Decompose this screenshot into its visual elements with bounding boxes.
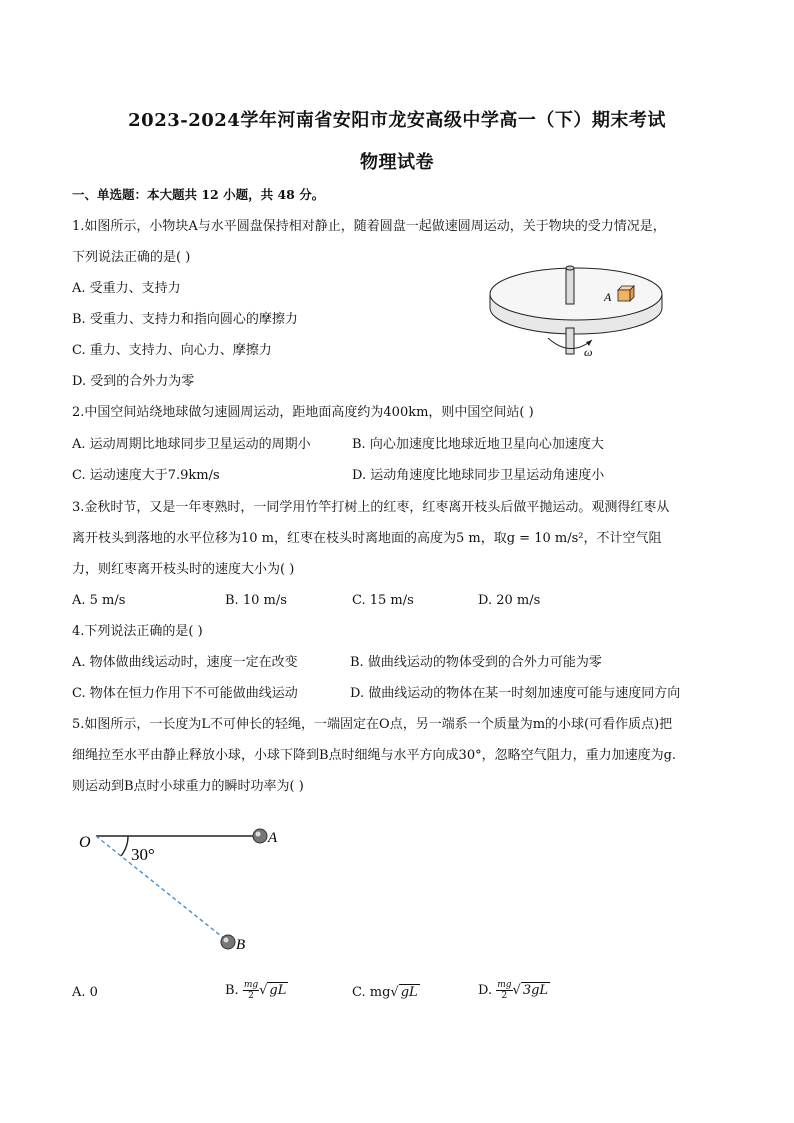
q4-option-c: C. 物体在恒力作用下不可能做曲线运动 — [72, 686, 298, 701]
q5-option-a: A. 0 — [72, 985, 98, 1000]
q4-option-b: B. 做曲线运动的物体受到的合外力可能为零 — [350, 655, 602, 670]
q3-option-c: C. 15 m/s — [352, 593, 414, 608]
q4-option-d: D. 做曲线运动的物体在某一时刻加速度可能与速度同方向 — [350, 686, 681, 701]
q5-option-d: D. $\frac{mg}{2}$ √ 3gL — [478, 980, 549, 1001]
q2-option-c: C. 运动速度大于7.9km/s — [72, 468, 220, 483]
q4-option-a: A. 物体做曲线运动时，速度一定在改变 — [72, 655, 298, 670]
exam-title: 2023-2024学年河南省安阳市龙安高级中学高一（下）期末考试 — [128, 110, 666, 131]
label-a: A — [268, 830, 278, 846]
q3-stem-line1: 3.金秋时节，又是一年枣熟时，一同学用竹竿打树上的红枣，红枣离开枝头后做平抛运动。观测得红枣从 — [72, 500, 670, 515]
q1-stem-line1: 1.如图所示，小物块A与水平圆盘保持相对静止，随着圆盘一起做速圆周运动，关于物块的受力情况是， — [72, 219, 666, 234]
q5-option-c: C. mg√ gL — [352, 985, 418, 1000]
ball-b — [221, 935, 235, 949]
axle-bottom — [566, 328, 574, 354]
q2-option-d: D. 运动角速度比地球同步卫星运动角速度小 — [352, 468, 605, 483]
angle-label: 30° — [131, 845, 155, 864]
q3-option-b: B. 10 m/s — [225, 593, 287, 608]
q5-stem-line1: 5.如图所示，一长度为L不可伸长的轻绳，一端固定在O点，另一端系一个质量为m的小球(可看作质点)把 — [72, 717, 673, 732]
q5-option-b: B. $\frac{mg}{2}$ √ gL — [225, 980, 287, 1001]
q3-stem-line2: 离开枝头到落地的水平位移为10 m，红枣在枝头时离地面的高度为5 m，取g = 10 m/s²，不计空气阻 — [72, 531, 662, 546]
q5-stem-line3: 则运动到B点时小球重力的瞬时功率为( ) — [72, 779, 304, 794]
q5-stem-line2: 细绳拉至水平由静止释放小球，小球下降到B点时细绳与水平方向成30°，忽略空气阻力，重力加速度为g. — [72, 748, 677, 763]
q3-stem-line3: 力，则红枣离开枝头时的速度大小为( ) — [72, 562, 295, 577]
block-label: A — [604, 290, 612, 304]
axle-top — [566, 268, 574, 304]
q1-option-c: C. 重力、支持力、向心力、摩擦力 — [72, 343, 272, 358]
q2-option-b: B. 向心加速度比地球近地卫星向心加速度大 — [352, 437, 604, 452]
ball-a — [253, 829, 267, 843]
q4-stem: 4.下列说法正确的是( ) — [72, 624, 203, 639]
label-o: O — [79, 834, 91, 851]
pendulum-figure — [76, 822, 296, 962]
section-heading: 一、单选题：本大题共 12 小题，共 48 分。 — [72, 187, 325, 202]
q1-option-d: D. 受到的合外力为零 — [72, 374, 195, 389]
q1-stem-line2: 下列说法正确的是( ) — [72, 250, 191, 265]
angle-arc — [121, 836, 128, 856]
turntable-figure — [488, 264, 668, 364]
q3-option-a: A. 5 m/s — [72, 593, 126, 608]
q2-option-a: A. 运动周期比地球同步卫星运动的周期小 — [72, 437, 311, 452]
block-a — [618, 286, 634, 301]
rope-at-b — [96, 836, 226, 940]
omega-label: ω — [584, 345, 593, 359]
q2-stem: 2.中国空间站绕地球做匀速圆周运动，距地面高度约为400km，则中国空间站( ) — [72, 405, 534, 420]
exam-subtitle: 物理试卷 — [360, 152, 434, 173]
label-b: B — [236, 937, 246, 953]
q1-option-b: B. 受重力、支持力和指向圆心的摩擦力 — [72, 312, 298, 327]
q1-option-a: A. 受重力、支持力 — [72, 281, 181, 296]
disc-top — [490, 268, 662, 320]
q3-option-d: D. 20 m/s — [478, 593, 541, 608]
